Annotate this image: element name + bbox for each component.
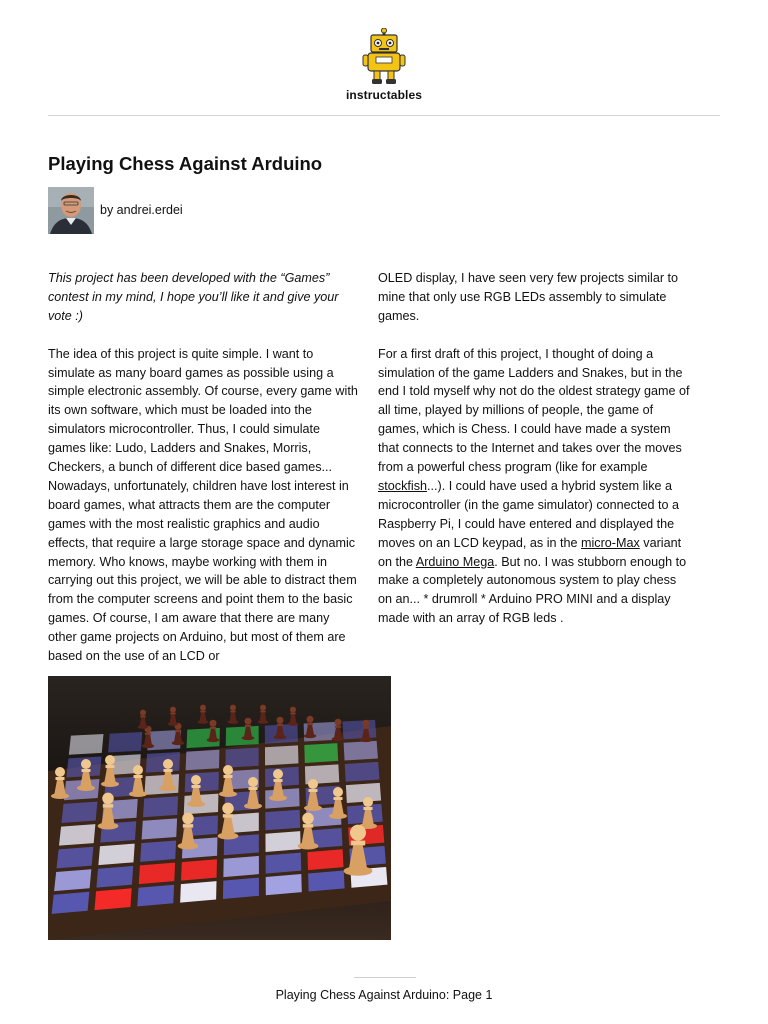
led-square bbox=[180, 881, 216, 903]
led-square bbox=[223, 878, 259, 899]
led-square bbox=[223, 856, 259, 877]
led-square bbox=[52, 892, 90, 914]
led-square bbox=[266, 874, 302, 895]
paragraph-text: ...). I could have used a hybrid system like a microcontroller (in the game simulator) connected to a Raspberry Pi, I could have entered and displayed the moves on an LCD keypad, as in the bbox=[378, 478, 679, 550]
instructables-robot-icon[interactable] bbox=[362, 28, 406, 86]
led-square bbox=[265, 810, 300, 831]
led-square bbox=[186, 750, 220, 770]
led-square bbox=[143, 796, 178, 817]
footer-divider bbox=[354, 977, 416, 978]
led-square bbox=[146, 752, 180, 773]
led-square bbox=[304, 743, 338, 763]
led-square bbox=[54, 869, 91, 891]
led-square bbox=[59, 824, 95, 846]
chess-board-photo bbox=[48, 676, 391, 940]
body-paragraph-1: The idea of this project is quite simple. I want to simulate as many board games as possible using a simple electronic assembly. Of course, every game with its own software, which must be loaded into the simulators microcontroller. Thus, I could simulate games like: Ludo, Ladders and Snakes, Morris, Checkers, a bunch of different dice based games... Nowadays, unfortunately, children have lost interest in board games, what attracts them are the computer games with the most realistic graphics and audio effects, that require a large storage space and dynamic memory. Who knows, maybe working with them in carrying out this project, we will be able to distract them from the computer screens and point them to the basic games. Of course, I am aware that there are many other game projects on Arduino, but most of them are based on the use of an LCD or bbox=[48, 346, 358, 664]
author-avatar[interactable] bbox=[48, 187, 94, 234]
led-square bbox=[57, 847, 94, 869]
led-square bbox=[265, 831, 300, 852]
body-paragraph-2: OLED display, I have seen very few projects similar to mine that only use RGB LEDs assembly to simulate games. bbox=[378, 271, 679, 323]
arduino-mega-link[interactable]: Arduino Mega bbox=[415, 554, 495, 569]
led-square bbox=[225, 748, 258, 768]
led-square bbox=[308, 871, 345, 892]
article-column-right bbox=[378, 269, 691, 647]
led-square bbox=[96, 866, 133, 888]
body-paragraph-3 bbox=[378, 345, 691, 629]
article-column-left bbox=[48, 269, 361, 685]
led-square bbox=[108, 732, 142, 753]
led-square bbox=[266, 853, 302, 874]
micro-max-link[interactable]: micro-Max bbox=[581, 535, 640, 550]
paragraph-text: . But no. I was stubborn enough to make a completely autonomous system to play chess on an... * drumroll * Arduino PRO MINI and a display made with an array of RGB leds . bbox=[378, 554, 687, 626]
led-square bbox=[140, 840, 176, 861]
stockfish-link[interactable]: stockfish bbox=[378, 478, 427, 493]
led-square bbox=[139, 863, 175, 885]
intro-paragraph: This project has been developed with the “Games” contest in my mind, I hope you’ll like it and give your vote :) bbox=[48, 271, 339, 323]
led-square bbox=[344, 741, 378, 761]
page-title: Playing Chess Against Arduino bbox=[48, 153, 323, 174]
led-square bbox=[345, 762, 380, 782]
led-square bbox=[142, 818, 178, 839]
led-square bbox=[137, 885, 174, 907]
led-square bbox=[307, 849, 343, 870]
led-square bbox=[98, 844, 134, 866]
site-header bbox=[0, 28, 768, 102]
led-square bbox=[342, 720, 376, 740]
led-square bbox=[61, 802, 97, 823]
paragraph-text: For a first draft of this project, I thought of doing a simulation of the game Ladders and Snakes, but in the end I told myself why not do the oldest strategy game of all time, played by millions of people, the game of games, which is Chess. I could have made a system that connects to the Internet and takes over the moves from a powerful chess program (like for example bbox=[378, 346, 690, 475]
led-square bbox=[144, 774, 179, 795]
led-square bbox=[69, 734, 104, 755]
led-square bbox=[226, 726, 259, 746]
led-square bbox=[181, 859, 217, 880]
brand-name[interactable]: instructables bbox=[346, 88, 422, 102]
header-divider bbox=[48, 115, 720, 116]
avatar-icon bbox=[48, 187, 94, 234]
page-footer: Playing Chess Against Arduino: Page 1 bbox=[275, 988, 493, 1002]
chess-board-image bbox=[48, 676, 391, 940]
author-byline[interactable]: by andrei.erdei bbox=[100, 203, 183, 217]
led-square bbox=[265, 745, 298, 765]
led-square bbox=[185, 772, 219, 793]
paragraph-text: variant on the bbox=[378, 535, 682, 569]
led-square bbox=[94, 888, 131, 910]
